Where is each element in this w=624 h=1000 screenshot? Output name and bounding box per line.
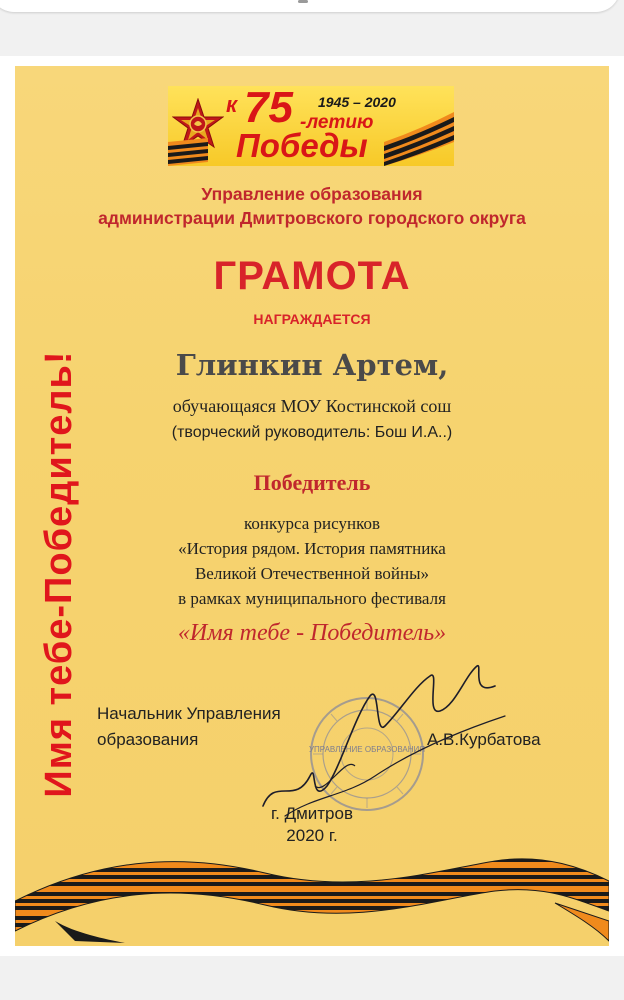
school-line: обучающаяся МОУ Костинской сош (172, 396, 452, 416)
certificate (15, 66, 609, 946)
banner-number: 75 (244, 83, 293, 132)
awarded-label: НАГРАЖДАЕТСЯ (253, 311, 371, 327)
stamp-text: УПРАВЛЕНИЕ ОБРАЗОВАНИЯ (308, 745, 426, 754)
year: 2020 г. (286, 826, 338, 845)
certificate-title: ГРАМОТА (213, 254, 411, 298)
top-search-pill[interactable] (0, 0, 620, 12)
vertical-slogan: Имя тебе-Победитель! (38, 350, 80, 798)
st-george-ribbon-icon (15, 841, 609, 946)
banner-word: Победы (236, 127, 368, 164)
recipient-name: Глинкин Артем, (175, 348, 449, 382)
city: г. Дмитров (271, 804, 353, 823)
ribbon-right-icon (384, 112, 454, 166)
org-line-1: Управление образования (201, 184, 423, 204)
signer-title-1: Начальник Управления (97, 704, 281, 723)
contest-line-1: конкурса рисунков (244, 514, 380, 533)
ribbon-left-icon (168, 136, 208, 166)
top-app-bar (0, 0, 624, 56)
signer-title-2: образования (97, 730, 199, 749)
supervisor-line: (творческий руководитель: Бош И.А..) (171, 424, 453, 441)
contest-line-4: в рамках муниципального фестиваля (178, 589, 446, 608)
festival-name: «Имя тебе - Победитель» (177, 620, 447, 646)
bottom-bar (0, 956, 624, 1000)
banner-suffix: -летию (300, 112, 374, 133)
contest-line-3: Великой Отечественной войны» (194, 564, 430, 583)
status-label: Победитель (253, 470, 371, 495)
signer-name: А.В.Курбатова (427, 730, 541, 749)
contest-line-2: «История рядом. История памятника (178, 539, 446, 558)
drag-handle-icon[interactable] (298, 0, 308, 3)
anniversary-banner (168, 83, 454, 166)
signature-icon (255, 656, 515, 826)
banner-years: 1945 – 2020 (318, 94, 396, 110)
org-line-2: администрации Дмитровского городского округа (98, 208, 526, 228)
banner-prefix: к (226, 92, 238, 117)
